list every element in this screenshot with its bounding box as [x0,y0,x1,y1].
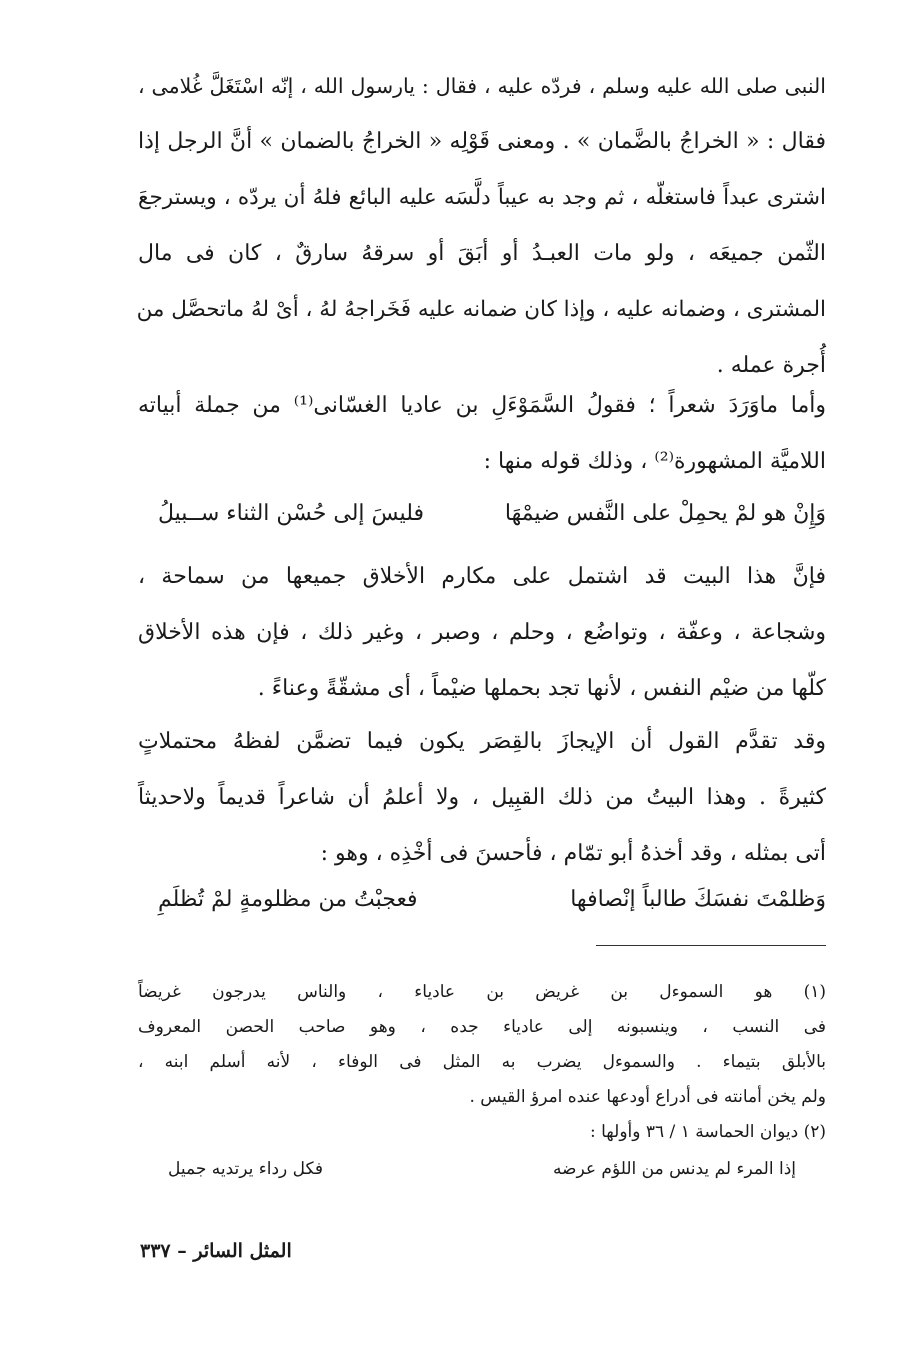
verse-first-hemistich: وَظلمْتَ نفسَكَ طالباً إنْصافها [570,887,826,912]
paragraph-2 [138,378,826,490]
text-line: النبى صلى الله عليه وسلم ، فردّه عليه ، فقال : يارسول الله ، إنّه اسْتَغَلَّ غُلامى ، [138,74,826,98]
footnote-line: (١) هو السموءل بن غريض بن عادياء ، والناس يدرجون غريضاً [138,982,826,1002]
text-line: الثّمن جميعَه ، ولو مات العبـدُ أو أبَقَ أو سرقهُ سارقٌ ، كان فى مال [138,241,826,266]
text-line: وأما ماوَرَدَ شعراً ؛ فقولُ السَّمَوْءَلِ بن عاديا الغسّانى⁽¹⁾ من جملة أبياته [138,393,826,418]
text-line: وشجاعة ، وعفّة ، وتواضُع ، وحلم ، وصبر ، وغير ذلك ، فإن هذه الأخلاق [138,620,826,645]
footnote-line: ولم يخن أمانته فى أدراع أودعها عنده امرؤ القيس . [469,1087,826,1107]
paragraph-1 [138,58,826,394]
footnote-line: (٢) ديوان الحماسة ١ / ٣٦ وأولها : [590,1122,826,1142]
verse-second-hemistich: فعجبْتُ من مظلومةٍ لمْ تُظلَمِ [158,887,418,912]
text-line: المشترى ، وضمانه عليه ، وإذا كان ضمانه عليه فَخَراجهُ لهُ ، أىْ لهُ ماتحصَّل من [136,297,826,322]
text-line: كثيرةً . وهذا البيتُ من ذلك القبِيل ، ولا أعلمُ أن شاعراً قديماً ولاحديثاً [138,785,826,810]
verse-first-hemistich: إذا المرء لم يدنس من اللؤم عرضه [552,1159,796,1179]
verse-1 [138,486,826,542]
verse-second-hemistich: فكل رداء يرتديه جميل [168,1159,324,1179]
text-line: كلّها من ضيْم النفس ، لأنها تجد بحملها ضيْماً ، أى مشقّةً وعناءً . [257,676,826,701]
verse-2 [138,872,826,928]
text-line: أتى بمثله ، وقد أخذهُ أبو تمّام ، فأحسنَ فى أخْذِه ، وهو : [320,841,826,866]
text-line: فقال : « الخراجُ بالضَّمان » . ومعنى قَوْلِه « الخراجُ بالضمان » أنَّ الرجل إذا [138,129,826,154]
footnote-verse [138,1152,826,1187]
footnote-1 [138,975,826,1115]
text-line: وقد تقدَّم القول أن الإيجازَ بالقِصَر يكون فيما تضمَّن لفظهُ محتملاتٍ [138,729,826,754]
verse-second-hemistich: فليسَ إلى حُسْن الثناء ســبيلُ [158,501,424,526]
footnote-separator [596,945,826,946]
verse-first-hemistich: وَإِنْ هو لمْ يحمِلْ على النَّفس ضيمْهَا [504,501,826,526]
text-line: اشترى عبداً فاستغلّه ، ثم وجد به عيباً دلَّسَه عليه البائع فلهُ أن يردّه ، ويسترجعَ [138,185,826,210]
text-line: اللاميَّة المشهورة⁽²⁾ ، وذلك قوله منها : [483,449,826,474]
footnote-line: بالأبلق بتيماء . والسموءل يضرب به المثل فى الوفاء ، لأنه أسلم ابنه ، [138,1052,826,1072]
text-line: أُجرة عمله . [716,353,826,378]
text-line: فإنَّ هذا البيت قد اشتمل على مكارم الأخلاق جميعها من سماحة ، [138,564,826,589]
running-footer: المثل السائر – ٣٣٧ [140,1240,292,1262]
paragraph-3 [138,549,826,717]
paragraph-4 [138,714,826,882]
footnote-2 [138,1115,826,1150]
footnote-line: فى النسب ، وينسبونه إلى عادياء جده ، وهو صاحب الحصن المعروف [138,1017,826,1037]
